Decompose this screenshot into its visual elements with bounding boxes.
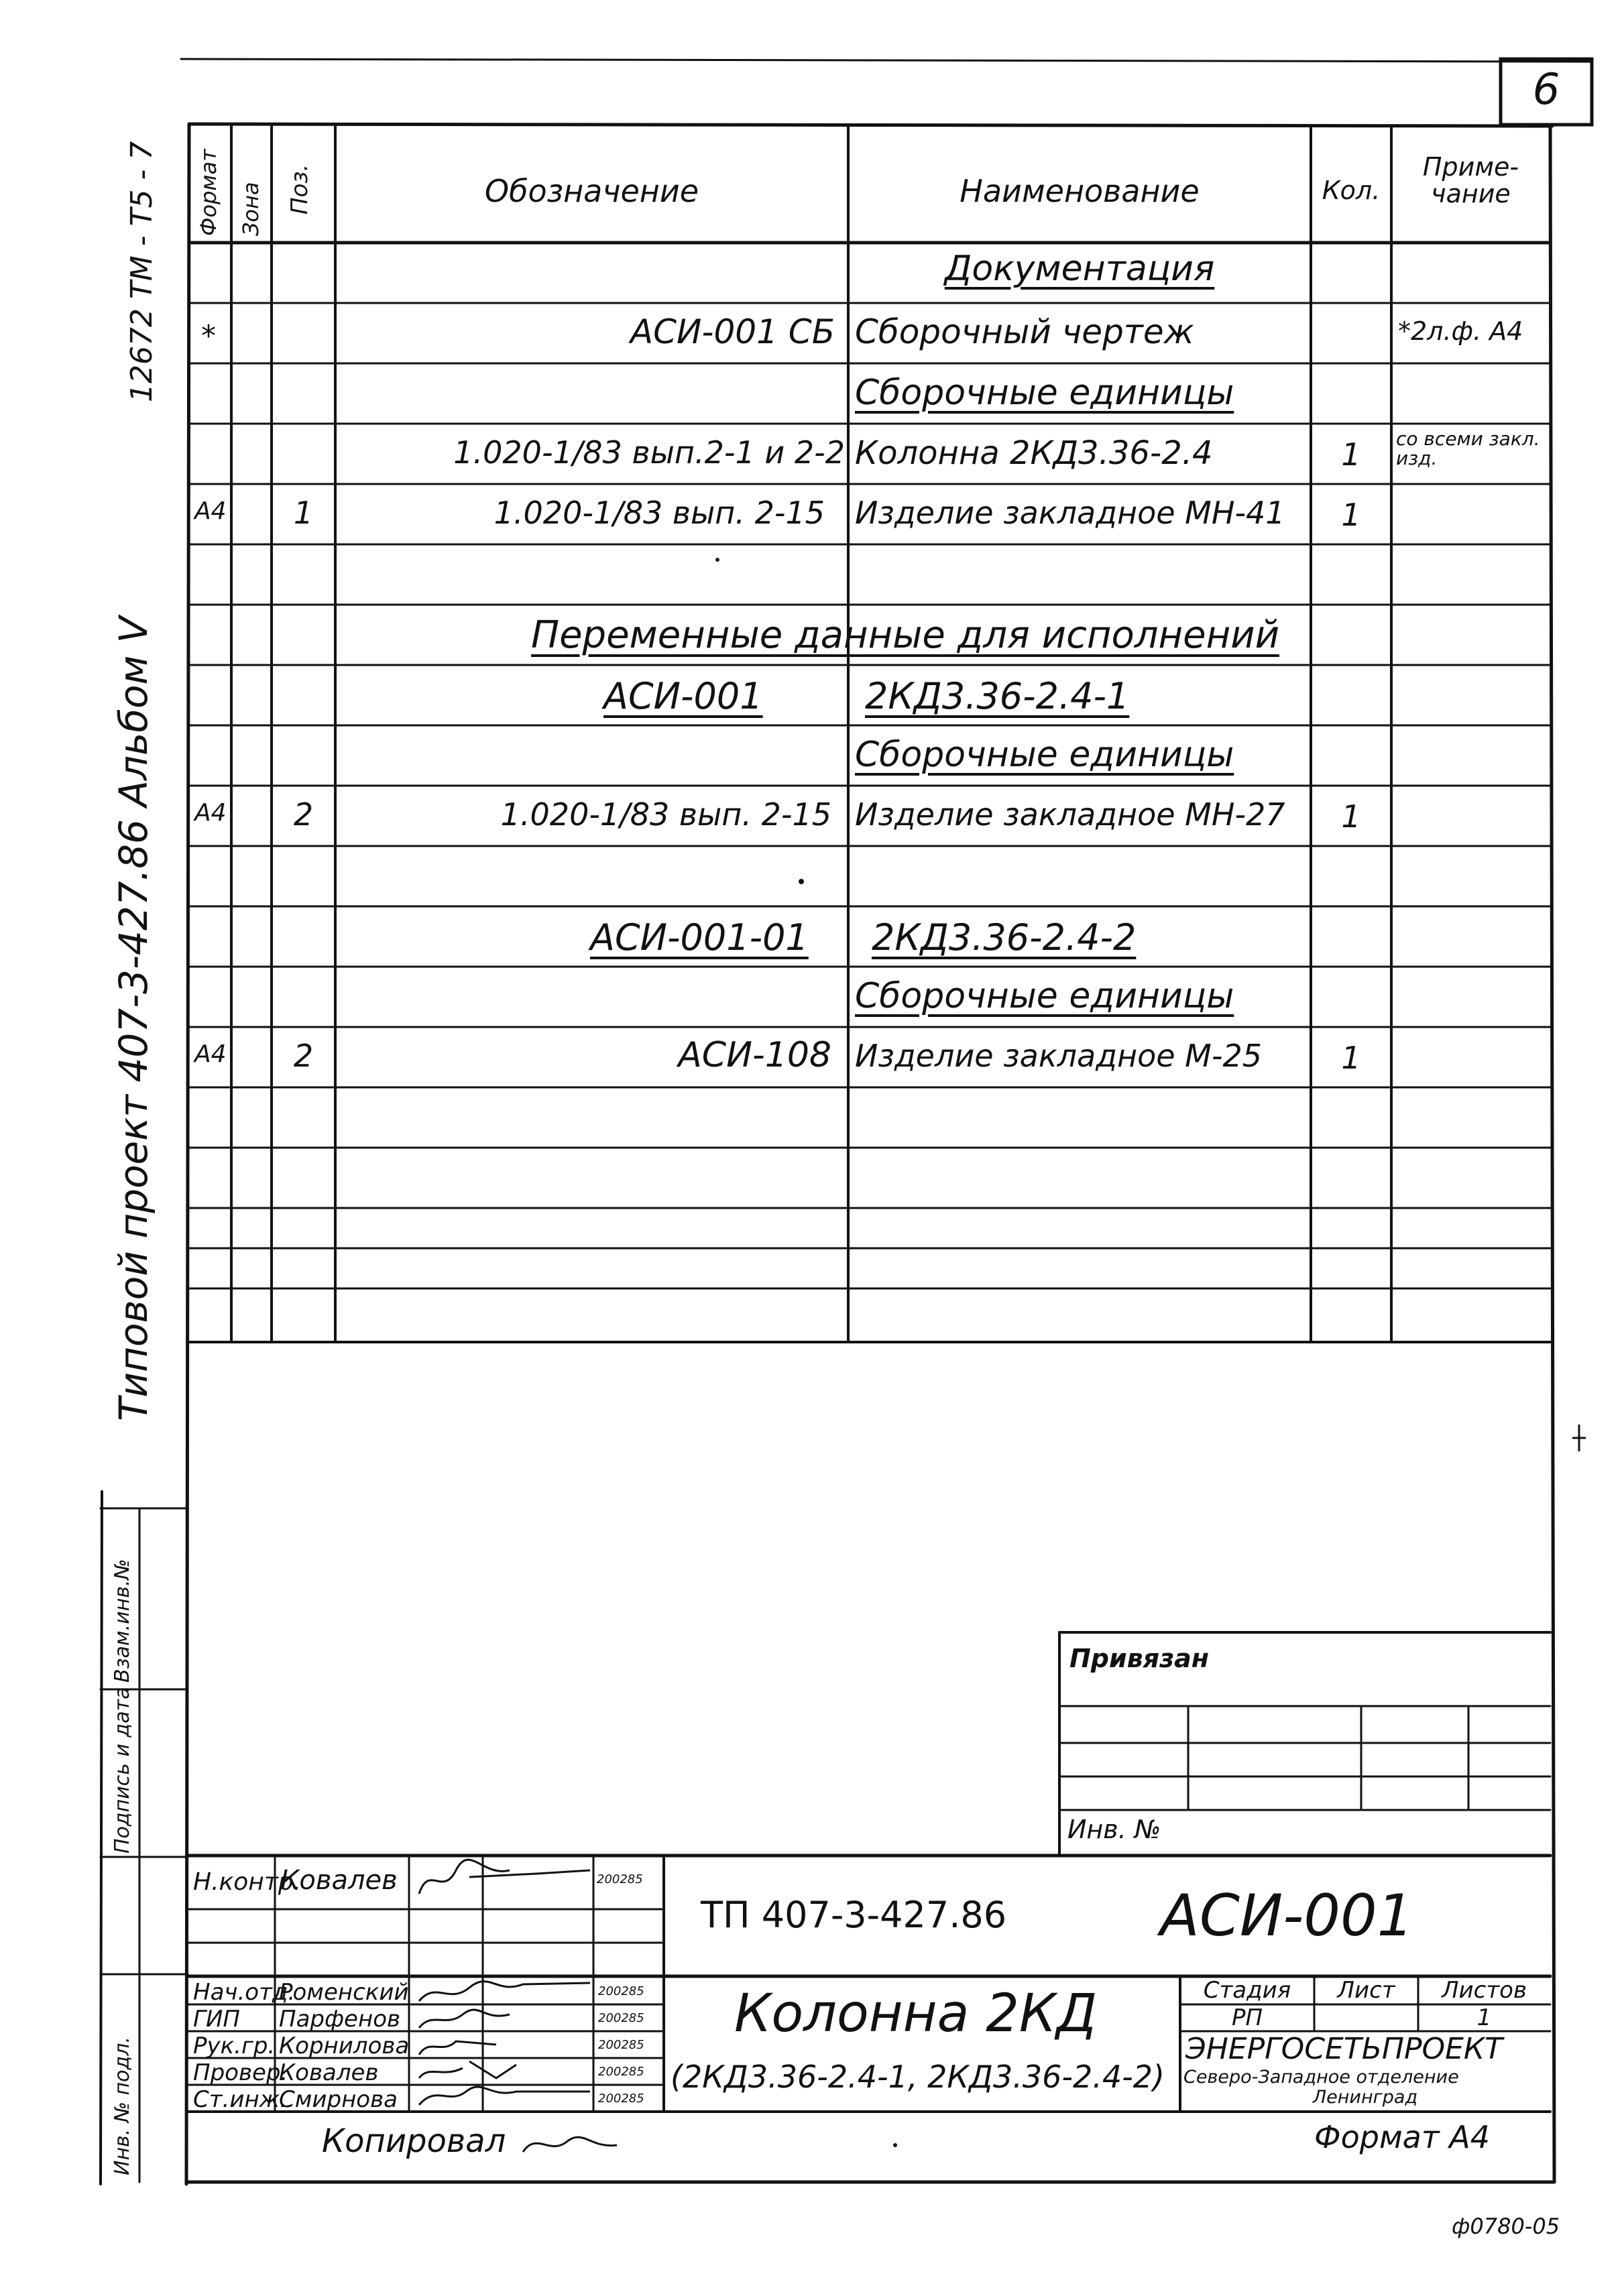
side-project: Типовой проект 407-3-427.86 Альбом V xyxy=(111,616,156,1421)
section-documentation: Документация xyxy=(944,249,1215,289)
header-note: Приме- чание xyxy=(1422,152,1519,208)
row-4-designation: 1.020-1/83 вып. 2-15 xyxy=(494,495,825,531)
row-3-note: со всеми закл. изд. xyxy=(1396,428,1540,470)
header-format: Формат xyxy=(196,149,221,236)
row-9-designation: 1.020-1/83 вып. 2-15 xyxy=(500,796,831,833)
variant-2-code: АСИ-001-01 xyxy=(590,916,809,959)
title-main: Колонна 2КД xyxy=(734,1984,1098,2044)
variant-2-mark: 2КД3.36-2.4-2 xyxy=(872,916,1137,959)
person-date: 200285 xyxy=(597,1872,643,1886)
row-13-pos: 2 xyxy=(293,1038,314,1074)
person-name: Парфенов xyxy=(279,2006,401,2033)
person-role: Ст.инж. xyxy=(193,2086,288,2113)
header-name: Наименование xyxy=(960,173,1200,209)
header-zone: Зона xyxy=(238,182,264,236)
org-sub2: Ленинград xyxy=(1312,2087,1418,2108)
doc-code: АСИ-001 xyxy=(1160,1882,1414,1949)
side-sign-date: Подпись и дата xyxy=(111,1687,134,1854)
header-pos: Поз. xyxy=(286,164,313,215)
row-9-format: А4 xyxy=(194,799,227,827)
person-role: Нач.отд. xyxy=(193,1979,296,2006)
person-name: Ковалев xyxy=(279,2059,379,2086)
org-name: ЭНЕРГОСЕТЬПРОЕКТ xyxy=(1185,2032,1503,2066)
privyazan-inv: Инв. № xyxy=(1067,1815,1161,1844)
copied-label: Копировал xyxy=(322,2122,506,2160)
person-role: Провер. xyxy=(193,2059,288,2086)
sheets-label: Листов xyxy=(1441,1977,1527,2004)
project-code: ТП 407-3-427.86 xyxy=(701,1894,1007,1936)
privyazan-title: Привязан xyxy=(1069,1644,1210,1673)
row-4-name: Изделие закладное МН-41 xyxy=(855,495,1285,531)
section-assembly-units-2: Сборочные единицы xyxy=(855,735,1234,775)
person-role: Рук.гр. xyxy=(193,2033,276,2059)
person-date: 200285 xyxy=(598,2038,644,2052)
stage-label: Стадия xyxy=(1203,1977,1291,2004)
row-4-qty: 1 xyxy=(1341,497,1361,533)
title-sub: (2КД3.36-2.4-1, 2КД3.36-2.4-2) xyxy=(671,2059,1165,2095)
org-sub1: Северо-Западное отделение xyxy=(1183,2067,1459,2088)
row-9-qty: 1 xyxy=(1341,798,1361,835)
sheet-number: 6 xyxy=(1532,65,1560,115)
person-date: 200285 xyxy=(598,2011,644,2025)
variants-title: Переменные данные для исполнений xyxy=(530,613,1279,657)
row-9-name: Изделие закладное МН-27 xyxy=(855,796,1285,833)
row-1-name: Сборочный чертеж xyxy=(855,312,1194,351)
row-1-format: * xyxy=(201,319,216,353)
header-qty: Кол. xyxy=(1322,176,1381,205)
person-name: Ковалев xyxy=(280,1865,398,1896)
sheets-value: 1 xyxy=(1476,2004,1492,2031)
section-assembly-units-1: Сборочные единицы xyxy=(855,373,1234,413)
row-3-designation: 1.020-1/83 вып.2-1 и 2-2 xyxy=(453,434,845,471)
side-code: 12672 ТМ - Т5 - 7 xyxy=(125,141,159,402)
row-4-format: А4 xyxy=(194,497,227,525)
person-date: 200285 xyxy=(598,2065,644,2079)
form-stamp: ф0780-05 xyxy=(1452,2214,1560,2239)
row-13-designation: АСИ-108 xyxy=(678,1035,831,1075)
row-9-pos: 2 xyxy=(293,796,314,833)
row-13-qty: 1 xyxy=(1341,1040,1361,1076)
format-label: Формат А4 xyxy=(1314,2119,1490,2155)
person-role: Н.контр. xyxy=(193,1868,302,1896)
person-date: 200285 xyxy=(598,1984,644,1998)
row-1-note: *2л.ф. А4 xyxy=(1398,316,1523,346)
header-designation: Обозначение xyxy=(484,173,699,209)
side-inv-orig: Инв. № подл. xyxy=(111,2037,134,2175)
row-1-designation: АСИ-001 СБ xyxy=(630,312,835,351)
row-3-qty: 1 xyxy=(1341,436,1361,473)
row-4-pos: 1 xyxy=(293,495,314,531)
person-name: Смирнова xyxy=(279,2086,398,2113)
person-date: 200285 xyxy=(598,2092,644,2106)
section-assembly-units-3: Сборочные единицы xyxy=(855,976,1234,1016)
row-13-name: Изделие закладное М-25 xyxy=(855,1038,1262,1074)
variant-1-mark: 2КД3.36-2.4-1 xyxy=(865,675,1130,717)
person-role: ГИП xyxy=(193,2006,240,2033)
row-3-name: Колонна 2КД3.36-2.4 xyxy=(855,434,1213,472)
variant-1-code: АСИ-001 xyxy=(603,675,763,717)
side-vzam: Взам.инв.№ xyxy=(111,1559,134,1683)
stage-value: РП xyxy=(1231,2004,1263,2031)
row-13-format: А4 xyxy=(194,1040,227,1068)
sheet-label: Лист xyxy=(1337,1977,1395,2004)
person-name: Корнилова xyxy=(279,2033,410,2059)
person-name: Роменский xyxy=(279,1979,409,2006)
